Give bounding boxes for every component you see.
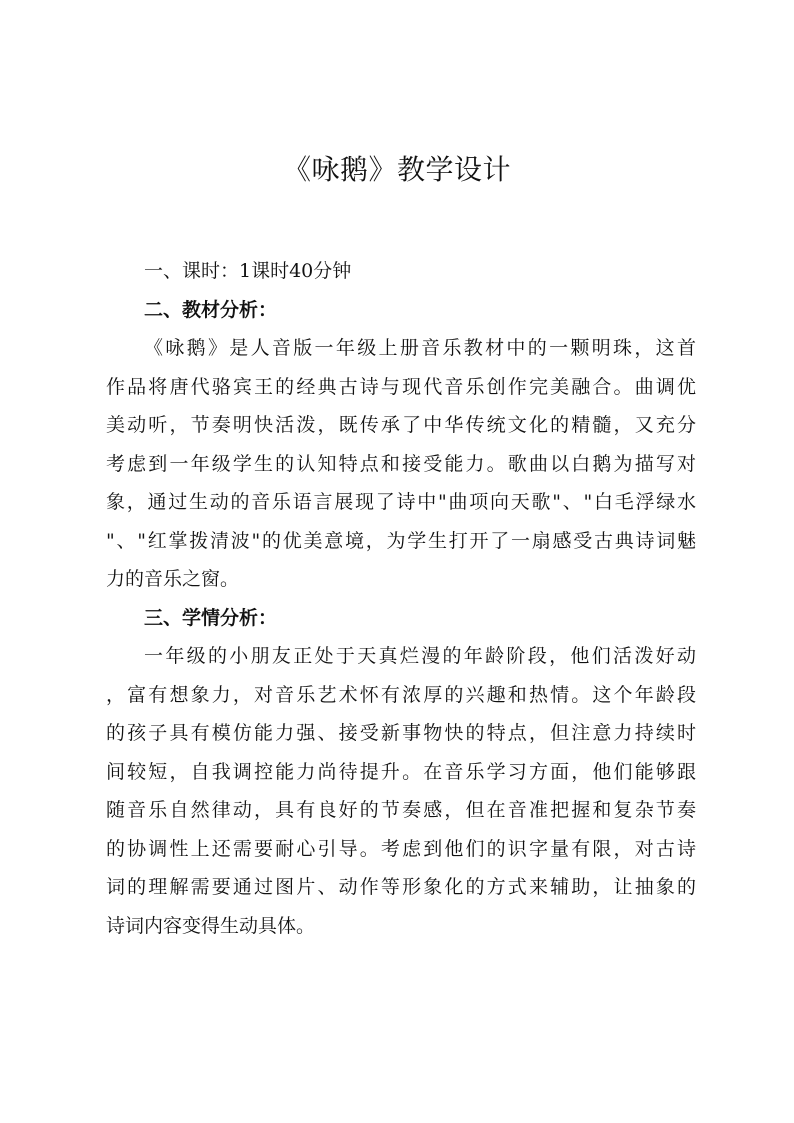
paragraph-line: 词的理解需要通过图片、动作等形象化的方式来辅助，让抽象的 (106, 876, 696, 898)
paragraph-line: 间较短，自我调控能力尚待提升。在音乐学习方面，他们能够跟 (106, 760, 696, 783)
paragraph-line: 的协调性上还需要耐心引导。考虑到他们的识字量有限，对古诗 (106, 837, 696, 860)
paragraph-line: 诗词内容变得生动具体。 (106, 914, 316, 937)
section-class-hours: 一、课时：1课时40分钟 (144, 260, 352, 282)
paragraph-line: 一年级的小朋友正处于天真烂漫的年龄阶段，他们活泼好动 (144, 645, 696, 667)
document-title: 《咏鹅》教学设计 (282, 153, 511, 186)
document-body (106, 252, 696, 945)
paragraph-line: 随音乐自然律动，具有良好的节奏感，但在音准把握和复杂节奏 (106, 799, 696, 821)
paragraph-line: "、"红掌拨清波"的优美意境，为学生打开了一扇感受古典诗词魅 (106, 529, 696, 552)
paragraph-line: 考虑到一年级学生的认知特点和接受能力。歌曲以白鹅为描写对 (106, 452, 696, 475)
paragraph-line: 力的音乐之窗。 (106, 568, 240, 590)
section-heading-textbook-analysis: 二、教材分析： (144, 298, 278, 321)
paragraph-line: 象，通过生动的音乐语言展现了诗中"曲项向天歌"、"白毛浮绿水 (106, 491, 696, 513)
paragraph-line: 美动听，节奏明快活泼，既传承了中华传统文化的精髓，又充分 (106, 414, 696, 436)
paragraph-line: 的孩子具有模仿能力强、接受新事物快的特点，但注意力持续时 (106, 722, 696, 744)
paragraph-line: 作品将唐代骆宾王的经典古诗与现代音乐创作完美融合。曲调优 (106, 375, 696, 398)
paragraph-line: ，富有想象力，对音乐艺术怀有浓厚的兴趣和热情。这个年龄段 (106, 683, 696, 706)
paragraph-line: 《咏鹅》是人音版一年级上册音乐教材中的一颗明珠，这首 (144, 337, 696, 359)
section-heading-student-analysis: 三、学情分析： (144, 606, 278, 629)
